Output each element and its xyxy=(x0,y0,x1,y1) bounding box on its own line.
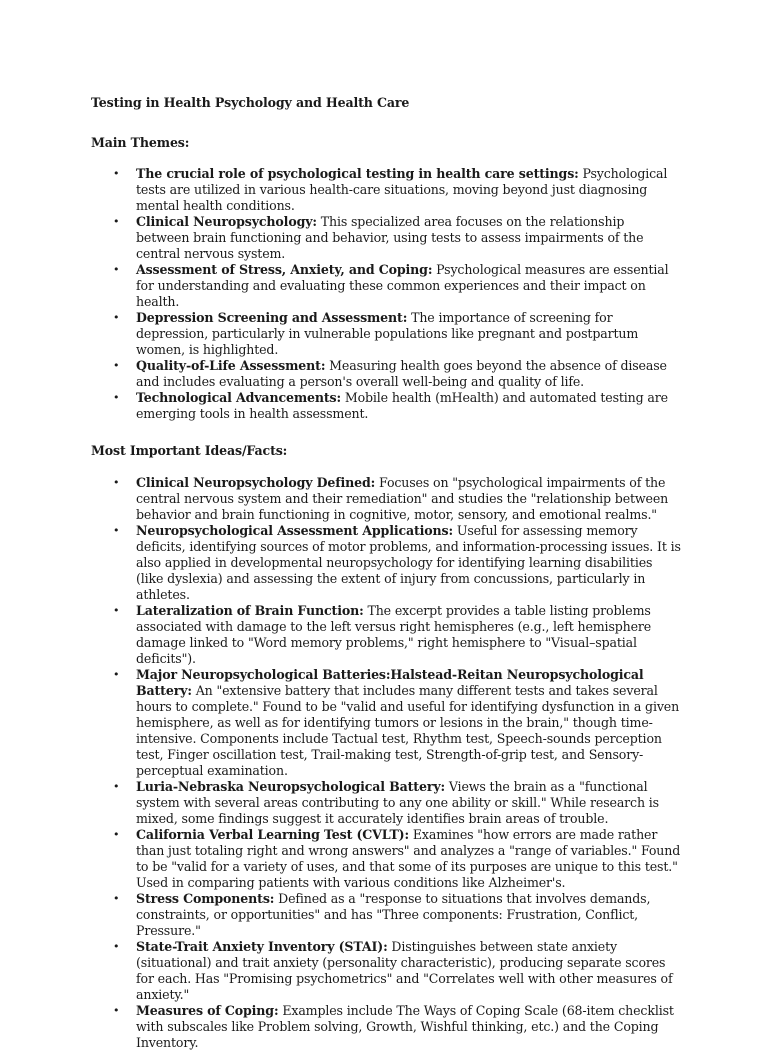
list-item-text: Examines "how errors are made rather than just totaling right and wrong answers" and analyzes a "range of variables." Found to be "valid for a variety of uses, and that some of its purposes are unique to this test." Used in comparing patients with various conditions like Alzheimer's. xyxy=(136,827,681,890)
list-item xyxy=(91,1003,681,1051)
list-item xyxy=(91,390,681,422)
list-item-term: Stress Components: xyxy=(136,891,275,906)
bullet-icon: • xyxy=(113,476,120,489)
list-item-text: The importance of screening for depression, particularly in vulnerable populations like pregnant and postpartum women, is highlighted. xyxy=(136,310,639,357)
list-item-text: This specialized area focuses on the relationship between brain functioning and behavior, using tests to assess impairments of the central nervous system. xyxy=(136,214,644,261)
main-themes-list xyxy=(91,166,681,422)
bullet-icon: • xyxy=(113,215,120,228)
list-item-text: Distinguishes between state anxiety (situational) and trait anxiety (personality characteristic), producing separate scores for each. Has "Promising psychometrics" and "Correlates well with other measures of anxiety." xyxy=(136,939,673,1002)
bullet-icon: • xyxy=(113,1004,120,1017)
list-item-term: Lateralization of Brain Function: xyxy=(136,603,364,618)
list-item-term: Quality-of-Life Assessment: xyxy=(136,358,326,373)
document-title: Testing in Health Psychology and Health Care xyxy=(91,95,410,110)
list-item-text: Focuses on "psychological impairments of the central nervous system and their remediation" and studies the "relationship between behavior and brain functioning in cognitive, motor, sensory, and emotional realms." xyxy=(136,475,669,522)
list-item-text: Views the brain as a "functional system with several areas contributing to any one ability or skill." While research is mixed, some findings suggest it accurately identifies brain areas of trouble. xyxy=(136,779,659,826)
bullet-icon: • xyxy=(113,167,120,180)
list-item-text: An "extensive battery that includes many different tests and takes several hours to complete." Found to be "valid and useful for identifying dysfunction in a given hemisphere, as well as for identifying tumors or lesions in the brain," though time-intensive. Components include Tactual test, Rhythm test, Speech-sounds perception test, Finger oscillation test, Trail-making test, Strength-of-grip test, and Sensory-perceptual examination. xyxy=(136,683,680,778)
list-item-term: Luria-Nebraska Neuropsychological Battery: xyxy=(136,779,445,794)
list-item-text: Measuring health goes beyond the absence of disease and includes evaluating a person's overall well-being and quality of life. xyxy=(136,358,667,389)
list-item-text: Examples include The Ways of Coping Scale (68-item checklist with subscales like Problem solving, Growth, Wishful thinking, etc.) and the Coping Inventory. xyxy=(136,1003,674,1050)
bullet-icon: • xyxy=(113,940,120,953)
bullet-icon: • xyxy=(113,892,120,905)
important-facts-list xyxy=(91,475,681,1051)
list-item-text: The excerpt provides a table listing problems associated with damage to the left versus right hemispheres (e.g., left hemisphere damage linked to "Word memory problems," right hemisphere to "Visual–spatial deficits"). xyxy=(136,603,652,666)
bullet-icon: • xyxy=(113,359,120,372)
list-item-term: State-Trait Anxiety Inventory (STAI): xyxy=(136,939,388,954)
list-item xyxy=(91,939,681,1003)
list-item-text: Psychological tests are utilized in various health-care situations, moving beyond just diagnosing mental health conditions. xyxy=(136,166,668,213)
bullet-icon: • xyxy=(113,524,120,537)
list-item-term: Major Neuropsychological Batteries:Halstead-Reitan Neuropsychological Battery: xyxy=(136,667,644,698)
list-item xyxy=(91,779,681,827)
list-item xyxy=(91,262,681,310)
list-item-term: Assessment of Stress, Anxiety, and Coping: xyxy=(136,262,433,277)
list-item xyxy=(91,523,681,603)
list-item xyxy=(91,475,681,523)
list-item xyxy=(91,827,681,891)
list-item xyxy=(91,358,681,390)
list-item xyxy=(91,166,681,214)
list-item-term: Measures of Coping: xyxy=(136,1003,279,1018)
list-item-term: Neuropsychological Assessment Applications: xyxy=(136,523,453,538)
bullet-icon: • xyxy=(113,391,120,404)
list-item xyxy=(91,310,681,358)
bullet-icon: • xyxy=(113,604,120,617)
list-item-term: Depression Screening and Assessment: xyxy=(136,310,408,325)
list-item-term: California Verbal Learning Test (CVLT): xyxy=(136,827,409,842)
main-themes-heading: Main Themes: xyxy=(91,135,190,150)
list-item xyxy=(91,667,681,779)
list-item-term: Clinical Neuropsychology Defined: xyxy=(136,475,376,490)
bullet-icon: • xyxy=(113,311,120,324)
list-item-term: The crucial role of psychological testing in health care settings: xyxy=(136,166,579,181)
bullet-icon: • xyxy=(113,668,120,681)
list-item-text: Psychological measures are essential for understanding and evaluating these common experiences and their impact on health. xyxy=(136,262,669,309)
list-item xyxy=(91,603,681,667)
document-page xyxy=(91,95,681,1051)
list-item xyxy=(91,891,681,939)
important-facts-heading: Most Important Ideas/Facts: xyxy=(91,443,288,458)
bullet-icon: • xyxy=(113,828,120,841)
list-item xyxy=(91,214,681,262)
list-item-text: Defined as a "response to situations that involves demands, constraints, or opportunities" and has "Three components: Frustration, Conflict, Pressure." xyxy=(136,891,651,938)
bullet-icon: • xyxy=(113,263,120,276)
list-item-text: Useful for assessing memory deficits, identifying sources of motor problems, and information-processing issues. It is also applied in developmental neuropsychology for identifying learning disabilities (like dyslexia) and assessing the extent of injury from concussions, particularly in athletes. xyxy=(136,523,681,602)
list-item-text: Mobile health (mHealth) and automated testing are emerging tools in health assessment. xyxy=(136,390,668,421)
list-item-term: Technological Advancements: xyxy=(136,390,341,405)
list-item-term: Clinical Neuropsychology: xyxy=(136,214,317,229)
bullet-icon: • xyxy=(113,780,120,793)
